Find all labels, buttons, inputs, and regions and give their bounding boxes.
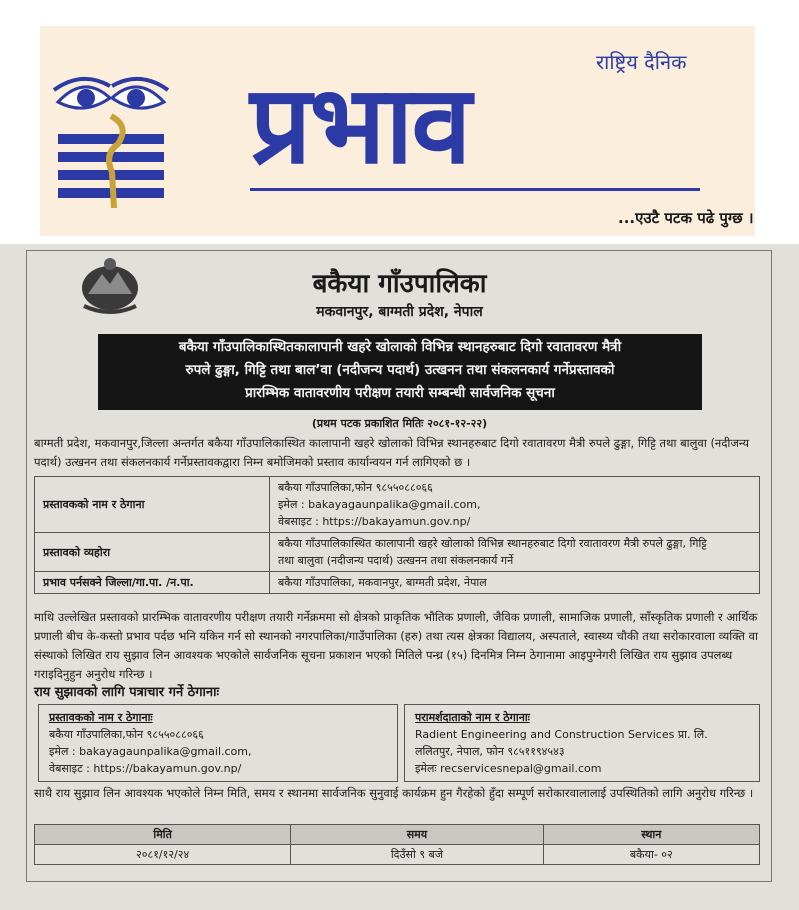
address-line: इमेलः recservicesnepal@gmail.com [415,762,602,775]
notice-headline [98,334,702,410]
tagline-slogan: ...एउटै पटक पढे पुग्छ । [618,209,754,227]
address-line: इमेल : bakayagaunpalika@gmail.com, [49,745,252,758]
table-value [270,572,760,594]
tagline-national-daily: राष्ट्रिय दैनिक [596,50,687,74]
public-hearing-schedule-table [34,824,760,865]
table-row [35,845,760,865]
column-header-date: मिति [35,825,291,845]
address-line: वेबसाइट : https://bakayamun.gov.np/ [49,762,242,775]
table-value [270,477,760,533]
cell-date: २०८१/१२/२४ [35,845,291,865]
correspondence-heading: राय सुझावको लागि पत्राचार गर्ने ठेगानाः [34,685,220,700]
headline-line: प्रारम्भिक वातावरणीय परीक्षण तयारी सम्बन्धी सार्वजनिक सूचना [245,385,555,401]
table-header-row [35,825,760,845]
cell-venue: बकैया- ०२ [543,845,759,865]
intro-paragraph: बाग्मती प्रदेश, मकवानपुर,जिल्ला अन्तर्गत बकैया गाँउपालिकास्थित कालापानी खहरे खोलाको विभिन्न स्थानहरुबाट दिगो रवातावरण मैत्री रुपले ढुङ्गा, गिट्टि तथा बालुवा (नदीजन्य पदार्थ) उत्खनन तथा संकलनकार्य गर्नेप्रस्तावकद्वारा निम्न बमोजिमको प्रस्ताव कार्यान्वयन गर्न लागिएको छ । [34,436,749,469]
column-header-time: समय [291,825,543,845]
cell-time: दिउँसो ९ बजे [291,845,543,865]
address-line: बकैया गाँउपालिका,फोन ९८५५०८८०६६ [49,728,204,741]
table-row [35,572,760,594]
table-key: प्रस्तावको व्यहोरा [35,533,270,572]
address-title: परामर्शदाताको नाम र ठेगानाः [415,711,530,724]
publication-date: (प्रथम पटक प्रकाशित मितिः २०८१-१२-२२) [311,417,488,430]
title-underline [250,188,700,191]
municipality-name: बकैया गाँउपालिका [312,269,487,299]
value-line: बकैया गाँउपालिका,फोन ९८५५०८८०६६ [278,481,433,494]
newspaper-masthead [40,26,755,236]
address-line: Radient Engineering and Construction Services प्रा. लि. [415,728,708,741]
value-line: तथा बालुवा (नदीजन्य पदार्थ) उत्खनन तथा संकलनकार्य गर्ने [278,554,514,567]
address-line: ललितपुर, नेपाल, फोन ९८५११९४५४३ [415,745,565,758]
proposer-address-box [38,704,398,782]
value-line: इमेल : bakayagaunpalika@gmail.com, [278,498,481,511]
value-line: वेबसाइट : https://bakayamun.gov.np/ [278,515,471,528]
table-row [35,477,760,533]
municipality-address: मकवानपुर, बाग्मती प्रदेश, नेपाल [316,304,483,320]
table-key: प्रस्तावकको नाम र ठेगाना [35,477,270,533]
value-line: बकैया गाँउपालिका, मकवानपुर, बाग्मती प्रदेश, नेपाल [278,576,487,589]
headline-line: बकैया गाँउपालिकास्थितकालापानी खहरे खोलाको विभिन्न स्थानहरुबाट दिगो रवातावरण मैत्री [178,339,622,355]
body-paragraph: माथि उल्लेखित प्रस्तावको प्रारम्भिक वातावरणीय परीक्षण तयारी गर्नेक्रममा सो क्षेत्रको प्राकृतिक भौतिक प्रणाली, जैविक प्रणाली, सामाजिक प्रणाली, साँस्कृतिक प्रणाली र आर्थिक प्रणाली बीच के-कस्तो प्रभाव पर्दछ भनि यकिन गर्न सो स्थानको नगरपालिका/गाउँपालिका (हरु) तथा त्यस क्षेत्रका विद्यालय, अस्पताले, स्वास्थ्य चौकी तथा सरोकारवाला व्यक्ति वा संस्थाको लिखित राय सुझाव लिन आवश्यक भएकोले सार्वजनिक सूचना प्रकाशन भएको मितिले पन्ध्र (१५) दिनमित्र निम्न ठेगानामा आइपुग्नेगरी लिखित राय सुझाव उपलब्ध गराइदिनुहुन अनुरोध गरिन्छ । [34,610,758,681]
value-line: बकैया गाँउपालिकास्थित कालापानी खहरे खोलाको विभिन्न स्थानहरुबाट दिगो रवातावरण मैत्री रुपले ढुङ्गा, गिट्टि [278,537,707,550]
consultant-address-box [404,704,760,782]
headline-line: रुपले ढुङ्गा, गिट्टि तथा बाल’वा (नदीजन्य पदार्थ) उत्खनन तथा संकलनकार्य गर्नेप्रस्तावको [185,362,615,378]
address-title: प्रस्तावकको नाम र ठेगानाः [49,711,153,724]
table-row [35,533,760,572]
column-header-venue: स्थान [543,825,759,845]
hearing-paragraph: साथै राय सुझाव लिन आवश्यक भएकोले निम्न मिति, समय र स्थानमा सार्वजनिक सुनुवाई कार्यक्रम हुन गैरहेको हुँदा सम्पूर्ण सरोकारवालालाई उपस्थितिको लागि अनुरोध गरिन्छ । [34,786,754,800]
public-notice [0,244,799,910]
proposal-info-table [34,476,760,594]
table-value [270,533,760,572]
newspaper-title: प्रभाव [250,63,470,188]
table-key: प्रभाव पर्नसक्ने जिल्ला/गा.पा. /न.पा. [35,572,270,594]
buddha-eyes-logo-icon [52,68,170,218]
